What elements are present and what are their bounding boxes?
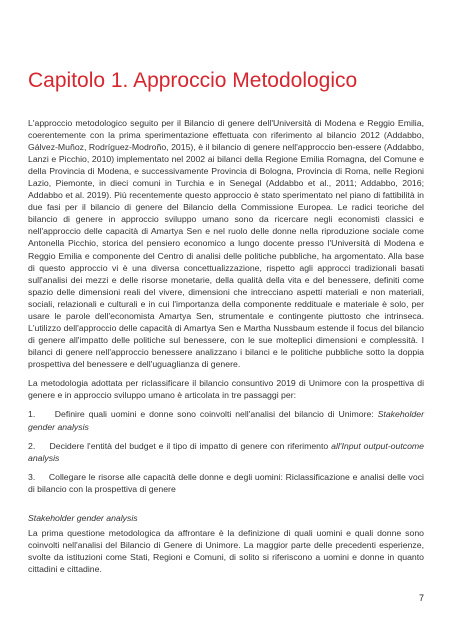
chapter-title: Capitolo 1. Approccio Metodologico <box>28 69 358 92</box>
body-text <box>28 117 424 583</box>
document-page <box>28 0 424 640</box>
step-3-number: 3. <box>28 472 36 483</box>
step-2-italic: all'Input output-outcome analysis <box>28 440 424 463</box>
step-2-number: 2. <box>28 440 36 451</box>
step-1-text: Definire quali uomini e donne sono coinvolti nell'analisi del bilancio di Unimore: <box>54 409 374 420</box>
step-2 <box>28 440 424 464</box>
step-3-text: Collegare le risorse alle capacità delle donne e degli uomini: Riclassificazione e analisi delle voci di bilancio con la prospettiva di genere <box>28 472 424 495</box>
step-1-number: 1. <box>28 409 36 420</box>
paragraph-methodology: La metodologia adottata per riclassificare il bilancio consuntivo 2019 di Unimore con la prospettiva di genere e in approccio sviluppo umano è articolata in tre passaggi per: <box>28 378 424 401</box>
page-number: 7 <box>418 593 424 603</box>
step-1 <box>28 408 424 432</box>
section-spacer <box>28 502 424 512</box>
paragraph-intro: L'approccio metodologico seguito per il Bilancio di genere dell'Università di Modena e Reggio Emilia, coerentemente con la prima sperimentazione effettuata con riferimento al bilancio 2012 (Addabbo, Gálvez-Muñoz, Rodríguez-Modroño, 2015), è il bilancio di genere nell'approccio ben-essere (Addabbo, Lanzi e Picchio, 2010) implementato nel 2002 ai bilanci della Regione Emilia Romagna, del Comune e della Provincia di Modena, e successivamente Provincia di Bologna, Provincia di Roma, nelle Regioni Lazio, Piemonte, in dieci comuni in Turchia e in Senegal (Addabbo et al., 2011; Addabbo, 2016; Addabbo et al. 2019). Più recentemente questo approccio è stato sperimentato nel piano di fattibilità in due fasi per il bilancio di genere del Bilancio della Commissione Europea. Le radici teoriche del bilancio di genere in approccio sviluppo umano sono da ricercare negli economisti classici e nell'approccio delle capacità di Amartya Sen e nel ruolo delle donne nella riproduzione sociale come Antonella Picchio, storica del pensiero economico a lungo docente presso l'Università di Modena e Reggio Emilia e componente del Centro di analisi delle politiche pubbliche, ha argomentato. Alla base di questo approccio vi è una diversa concettualizzazione, rispetto agli approcci tradizionali basati sull'analisi dei mezzi e delle risorse monetarie, della qualità della vita e del benessere, definiti come spazio delle dimensioni reali del vivere, dimensioni che intrecciano aspetti materiali e non materiali, sociali, relazionali e culturali e in cui l'importanza della componente reddituale e materiale è solo, per usare le parole dell'economista Amartya Sen, strumentale e contingente piuttosto che intrinseca. L'utilizzo dell'approccio delle capacità di Amartya Sen e Martha Nussbaum estende il focus del bilancio di genere all'impatto delle politiche sul benessere, con le sue molteplici dimensioni e complessità. I bilanci di genere nell'approccio benessere analizzano i bilanci e le politiche pubbliche sotto la doppia prospettiva del benessere e dell'uguaglianza di genere. <box>28 118 424 369</box>
step-2-text: Decidere l'entità del budget e il tipo di impatto di genere con riferimento <box>49 440 329 451</box>
step-3 <box>28 471 424 495</box>
step-1-italic: Stakeholder gender analysis <box>28 409 424 432</box>
section-subheading: Stakeholder gender analysis <box>28 513 138 524</box>
paragraph-stakeholder: La prima questione metodologica da affrontare è la definizione di quali uomini e quali donne sono coinvolti nell'analisi del Bilancio di Genere di Unimore. La maggior parte delle precedenti esperienze, svolte da istituzioni come Stati, Regioni e Comuni, di solito si riferiscono a uomini e donne in quanto cittadini e cittadine. <box>28 528 424 575</box>
